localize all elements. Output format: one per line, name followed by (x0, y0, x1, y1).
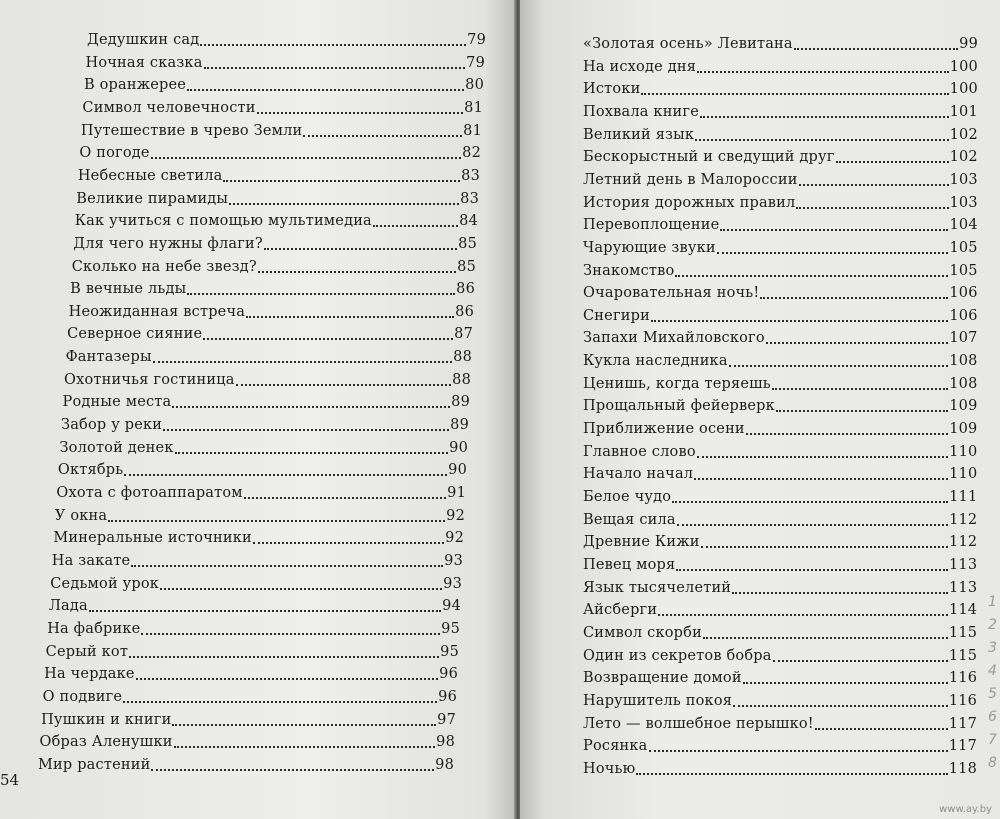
toc-entry-page: 84 (459, 213, 478, 230)
toc-entry-page: 115 (948, 647, 978, 664)
toc-entry-page: 89 (450, 417, 469, 434)
dot-leader (303, 135, 462, 137)
toc-entry (76, 188, 479, 210)
dot-leader (641, 93, 948, 95)
toc-entry-page: 117 (948, 715, 978, 732)
toc-entry-title: Сколько на небе звезд? (71, 258, 257, 275)
dot-leader (204, 67, 466, 69)
toc-entry-title: Золотой денек (59, 439, 174, 456)
dot-leader (651, 320, 948, 322)
toc-entry (583, 101, 978, 123)
toc-entry (583, 599, 977, 621)
toc-entry-page: 80 (465, 77, 484, 94)
toc-entry-title: Охотничья гостиница (64, 371, 235, 388)
toc-entry-title: Северное сияние (67, 326, 203, 343)
toc-right (520, 0, 1000, 819)
toc-entry-title: На фабрике (47, 620, 141, 637)
dot-leader (123, 701, 437, 703)
dot-leader (700, 116, 949, 118)
dot-leader (743, 682, 948, 684)
dot-leader (703, 637, 948, 639)
toc-entry-title: Пушкин и книги (41, 711, 172, 728)
toc-entry (583, 667, 977, 689)
toc-entry-title: О подвиге (42, 688, 123, 705)
toc-entry-title: О погоде (79, 145, 150, 162)
toc-entry-page: 105 (949, 239, 978, 256)
dot-leader (223, 180, 460, 182)
toc-entry-title: Бескорыстный и сведущий друг (583, 149, 835, 166)
toc-entry (52, 550, 463, 572)
pencil-mark: 8 (988, 755, 997, 771)
dot-leader (136, 678, 438, 680)
dot-leader (244, 497, 446, 499)
toc-entry (583, 509, 977, 531)
toc-entry-title: Очаровательная ночь! (583, 285, 760, 302)
toc-entry (583, 531, 977, 553)
toc-entry-page: 91 (447, 485, 466, 501)
toc-entry (49, 595, 461, 617)
toc-entry-title: Главное слово (583, 443, 696, 460)
toc-entry-page: 81 (463, 122, 482, 139)
toc-entry (38, 754, 454, 776)
dot-leader (174, 746, 436, 748)
toc-entry (583, 78, 978, 100)
toc-entry-page: 108 (949, 375, 978, 392)
toc-entry (583, 758, 977, 780)
toc-entry-page: 99 (959, 36, 978, 52)
toc-entry-title: Кукла наследника (583, 353, 728, 370)
toc-entry-page: 113 (949, 556, 978, 573)
toc-entry-page: 90 (448, 462, 467, 479)
dot-leader (649, 750, 948, 752)
toc-entry-title: История дорожных правил (583, 194, 796, 211)
toc-entry-page: 104 (949, 217, 978, 234)
page-number: 54 (0, 771, 20, 789)
dot-leader (151, 157, 461, 159)
toc-entry-page: 100 (949, 58, 978, 75)
toc-entry (583, 463, 977, 485)
toc-entry-title: Нарушитель покоя (583, 692, 733, 709)
dot-leader (694, 478, 948, 480)
toc-entry (85, 52, 485, 74)
dot-leader (153, 361, 452, 363)
toc-entry-title: Язык тысячелетий (583, 579, 732, 596)
toc-entry-page: 102 (949, 149, 978, 166)
toc-entry-page: 79 (467, 32, 486, 48)
toc-entry-page: 94 (442, 598, 461, 615)
toc-entry (69, 301, 474, 323)
toc-entry-page: 110 (949, 443, 978, 460)
toc-entry-page: 106 (949, 285, 978, 302)
toc-entry-title: Знакомство (583, 262, 675, 279)
toc-entry-title: Возвращение домой (583, 670, 742, 687)
toc-entry (56, 482, 466, 504)
toc-entry-title: «Золотая осень» Левитана (583, 36, 793, 52)
toc-entry-page: 90 (449, 439, 468, 456)
toc-entry-title: Дедушкин сад (87, 32, 200, 48)
dot-leader (697, 456, 948, 458)
dot-leader (733, 705, 948, 707)
toc-entry (583, 486, 977, 508)
toc-entry (79, 142, 481, 164)
dot-leader (187, 89, 464, 91)
toc-entry-page: 95 (441, 620, 460, 637)
toc-entry (583, 735, 977, 757)
toc-entry (50, 573, 462, 595)
toc-entry (583, 124, 978, 146)
dot-leader (794, 48, 958, 50)
dot-leader (720, 229, 948, 231)
dot-leader (236, 384, 451, 386)
toc-entry-title: Перевоплощение (583, 217, 720, 234)
dot-leader (799, 184, 949, 186)
dot-leader (658, 614, 948, 616)
toc-entry (82, 97, 483, 119)
toc-entry (583, 395, 978, 417)
toc-entry-page: 93 (444, 552, 463, 569)
toc-entry (41, 709, 456, 731)
toc-entry (73, 233, 477, 255)
toc-entry-page: 88 (452, 371, 471, 388)
dot-leader (172, 406, 450, 408)
toc-entry (72, 256, 476, 278)
toc-entry-title: Вещая сила (583, 511, 676, 528)
toc-entry-page: 79 (466, 54, 485, 71)
toc-entry-title: Образ Аленушки (39, 734, 173, 751)
toc-entry-page: 108 (949, 353, 978, 370)
dot-leader (175, 452, 449, 454)
toc-entry-page: 103 (949, 194, 978, 211)
toc-entry-title: Лето — волшебное перышко! (583, 715, 814, 732)
dot-leader (836, 161, 949, 163)
toc-entry (583, 577, 977, 599)
toc-entry (46, 641, 459, 663)
toc-entry-title: Седьмой урок (50, 575, 160, 592)
dot-leader (695, 139, 948, 141)
toc-entry-page: 111 (949, 489, 978, 505)
toc-entry-page: 115 (948, 624, 978, 641)
toc-entry-page: 102 (949, 126, 978, 143)
toc-entry-page: 110 (949, 466, 978, 483)
dot-leader (773, 660, 948, 662)
toc-entry (64, 369, 471, 391)
toc-entry-title: Лада (48, 598, 88, 615)
toc-entry-title: Мир растений (38, 756, 151, 773)
dot-leader (373, 225, 458, 227)
toc-entry-page: 109 (949, 421, 978, 438)
toc-entry (66, 346, 472, 368)
toc-entry-title: В вечные льды (70, 281, 187, 298)
toc-entry (583, 192, 978, 214)
toc-entry-title: Похвала книге (583, 103, 699, 120)
toc-entry (583, 56, 978, 78)
toc-entry (583, 327, 978, 349)
toc-entry (583, 214, 978, 236)
toc-entry (583, 305, 978, 327)
toc-entry-title: Ценишь, когда теряешь (583, 375, 771, 392)
toc-entry-page: 97 (437, 711, 456, 728)
dot-leader (732, 592, 948, 594)
toc-entry (583, 282, 978, 304)
dot-leader (257, 112, 464, 114)
toc-entry-title: Ночью (583, 760, 636, 777)
toc-entry-title: Один из секретов бобра (583, 647, 772, 664)
toc-entry-page: 93 (443, 575, 462, 592)
toc-entry-title: Охота с фотоаппаратом (56, 485, 243, 501)
toc-entry-title: Символ скорби (583, 624, 702, 641)
dot-leader (253, 542, 444, 544)
dot-leader (676, 569, 948, 571)
dot-leader (129, 656, 439, 658)
toc-entry-title: Певец моря (583, 556, 676, 573)
toc-entry (40, 731, 455, 753)
toc-entry (583, 418, 977, 440)
toc-entry-title: Запахи Михайловского (583, 330, 765, 347)
toc-entry-page: 113 (948, 579, 978, 596)
toc-entry (583, 554, 977, 576)
toc-entry-title: Приближение осени (583, 421, 745, 438)
toc-entry-page: 112 (949, 534, 978, 551)
dot-leader (172, 724, 436, 726)
toc-entry-page: 95 (440, 643, 459, 660)
toc-entry-page: 87 (454, 326, 473, 343)
toc-entry-title: Древние Кижи (583, 534, 700, 551)
dot-leader (729, 365, 949, 367)
toc-entry-title: Неожиданная встреча (68, 303, 246, 320)
dot-leader (246, 316, 454, 318)
toc-entry-title: Чарующие звуки (583, 239, 716, 256)
toc-entry-title: У окна (54, 507, 108, 524)
dot-leader (163, 429, 449, 431)
toc-entry-title: Забор у реки (60, 417, 163, 434)
toc-entry-title: На закате (51, 552, 131, 569)
toc-entry (81, 120, 482, 142)
toc-entry-title: Летний день в Малороссии (583, 171, 798, 188)
toc-entry-title: На чердаке (44, 666, 135, 683)
toc-entry-page: 112 (949, 511, 978, 528)
toc-entry-page: 85 (457, 258, 476, 275)
toc-entry-page: 82 (462, 145, 481, 162)
pencil-mark: 4 (988, 663, 997, 679)
dot-leader (697, 71, 949, 73)
toc-entry-title: Фантазеры (65, 349, 152, 366)
toc-entry (583, 441, 977, 463)
toc-entry (583, 260, 978, 282)
toc-entry (583, 713, 977, 735)
dot-leader (815, 728, 948, 730)
dot-leader (89, 610, 441, 612)
toc-entry (583, 237, 978, 259)
toc-entry-page: 117 (948, 738, 978, 755)
pencil-mark: 2 (988, 617, 997, 633)
dot-leader (701, 546, 948, 548)
toc-entry (78, 165, 480, 187)
dot-leader (675, 275, 948, 277)
toc-entry-title: Как учиться с помощью мультимедиа (74, 213, 372, 230)
dot-leader (187, 293, 455, 295)
dot-leader (200, 44, 466, 46)
toc-entry-page: 116 (948, 692, 978, 709)
dot-leader (746, 433, 948, 435)
dot-leader (229, 203, 459, 205)
dot-leader (124, 474, 447, 476)
toc-entry (583, 622, 977, 644)
dot-leader (203, 338, 453, 340)
dot-leader (131, 565, 443, 567)
toc-entry-page: 86 (455, 303, 474, 320)
toc-entry-page: 89 (451, 394, 470, 411)
pencil-mark: 7 (988, 732, 997, 748)
toc-entry (583, 350, 978, 372)
dot-leader (760, 297, 948, 299)
toc-entry (63, 391, 471, 413)
toc-entry-title: Серый кот (45, 643, 129, 660)
toc-entry (47, 618, 460, 640)
toc-entry-page: 109 (949, 398, 978, 415)
toc-entry-title: Истоки (583, 81, 641, 98)
toc-entry (583, 373, 978, 395)
toc-entry-title: Родные места (62, 394, 172, 411)
toc-entry-page: 100 (949, 81, 978, 98)
toc-entry-page: 85 (458, 235, 477, 252)
toc-entry-page: 107 (949, 330, 978, 347)
toc-entry-title: Великие пирамиды (76, 190, 229, 207)
pencil-mark: 1 (988, 594, 997, 610)
toc-entry-page: 83 (461, 167, 480, 184)
toc-entry (70, 278, 475, 300)
dot-leader (160, 588, 442, 590)
toc-entry (583, 33, 978, 55)
toc-entry (53, 527, 464, 549)
toc-entry-page: 96 (439, 666, 458, 683)
toc-entry-title: Небесные светила (77, 167, 223, 184)
toc-entry-title: На исходе дня (583, 58, 697, 75)
toc-entry-page: 106 (949, 307, 978, 324)
dot-leader (636, 773, 947, 775)
toc-entry-title: Великий язык (583, 126, 695, 143)
toc-entry-page: 118 (948, 760, 977, 777)
toc-entry (67, 323, 473, 345)
dot-leader (151, 769, 434, 771)
dot-leader (264, 248, 457, 250)
toc-entry-page: 116 (948, 670, 978, 687)
toc-entry (75, 210, 478, 232)
pencil-mark: 5 (988, 686, 997, 702)
toc-entry-page: 83 (460, 190, 479, 207)
dot-leader (141, 633, 440, 635)
toc-entry-page: 86 (456, 281, 475, 298)
toc-entry (43, 686, 457, 708)
toc-entry (58, 459, 467, 481)
toc-entry-page: 96 (438, 688, 457, 705)
right-page (520, 0, 1000, 819)
toc-entry (87, 29, 486, 51)
dot-leader (717, 252, 949, 254)
toc-entry-title: Айсберги (583, 602, 658, 619)
toc-entry-title: Белое чудо (583, 489, 672, 505)
toc-entry (583, 690, 977, 712)
toc-entry (59, 437, 468, 459)
toc-entry-title: Минеральные источники (53, 530, 252, 547)
toc-entry-title: В оранжерее (83, 77, 187, 94)
dot-leader (672, 501, 948, 503)
toc-entry-title: Для чего нужны флаги? (73, 235, 263, 252)
toc-entry-page: 105 (949, 262, 978, 279)
toc-entry (583, 645, 977, 667)
toc-entry-page: 114 (948, 602, 978, 619)
toc-entry (44, 663, 458, 685)
toc-entry (84, 74, 484, 96)
toc-entry-title: Ночная сказка (85, 54, 203, 71)
dot-leader (677, 524, 948, 526)
toc-entry (55, 505, 465, 527)
dot-leader (766, 342, 949, 344)
toc-entry-page: 92 (445, 530, 464, 547)
toc-entry-page: 81 (464, 99, 483, 116)
pencil-mark: 6 (988, 709, 997, 725)
toc-entry-title: Символ человечности (82, 99, 256, 116)
dot-leader (776, 410, 948, 412)
toc-entry (583, 169, 978, 191)
toc-entry-page: 103 (949, 171, 978, 188)
toc-entry-page: 98 (435, 756, 454, 773)
watermark: www.ay.by (939, 804, 992, 815)
toc-entry-page: 101 (949, 103, 978, 120)
toc-entry (61, 414, 469, 436)
toc-entry-page: 88 (453, 349, 472, 366)
dot-leader (108, 520, 445, 522)
toc-entry (583, 146, 978, 168)
dot-leader (258, 271, 456, 273)
toc-entry-title: Путешествие в чрево Земли (80, 122, 303, 139)
toc-entry-page: 92 (446, 507, 465, 524)
dot-leader (772, 388, 948, 390)
toc-entry-page: 98 (436, 734, 455, 751)
toc-entry-title: Снегири (583, 307, 650, 324)
toc-entry-title: Росянка (583, 738, 648, 755)
toc-entry-title: Прощальный фейерверк (583, 398, 775, 415)
pencil-mark: 3 (988, 640, 997, 656)
toc-entry-title: Начало начал (583, 466, 694, 483)
dot-leader (796, 207, 948, 209)
toc-entry-title: Октябрь (57, 462, 124, 479)
